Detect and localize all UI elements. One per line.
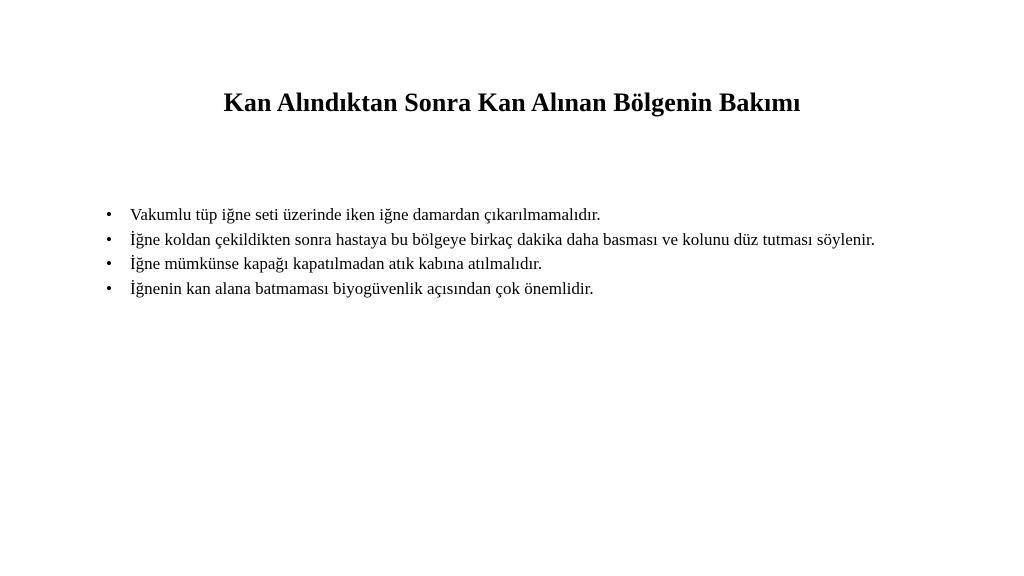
bullet-list [106, 203, 946, 301]
bullet-icon: • [106, 254, 112, 273]
bullet-icon: • [106, 229, 112, 249]
bullet-icon: • [106, 278, 112, 298]
bullet-icon: • [106, 205, 112, 224]
slide-title: Kan Alındıktan Sonra Kan Alınan Bölgenin Bakımı [223, 88, 801, 117]
bullet-item [106, 277, 946, 302]
bullet-text: İğne koldan çekildikten sonra hastaya bu bölgeye birkaç dakika daha basması ve kolunu düz tutması söylenir. [130, 229, 875, 249]
bullet-item [106, 203, 946, 228]
bullet-text: İğne mümkünse kapağı kapatılmadan atık kabına atılmalıdır. [130, 254, 543, 273]
bullet-item [106, 252, 946, 277]
bullet-text: İğnenin kan alana batmaması biyogüvenlik açısından çok önemlidir. [130, 278, 594, 298]
bullet-text: Vakumlu tüp iğne seti üzerinde iken iğne damardan çıkarılmamalıdır. [130, 205, 601, 224]
bullet-item [106, 228, 946, 253]
